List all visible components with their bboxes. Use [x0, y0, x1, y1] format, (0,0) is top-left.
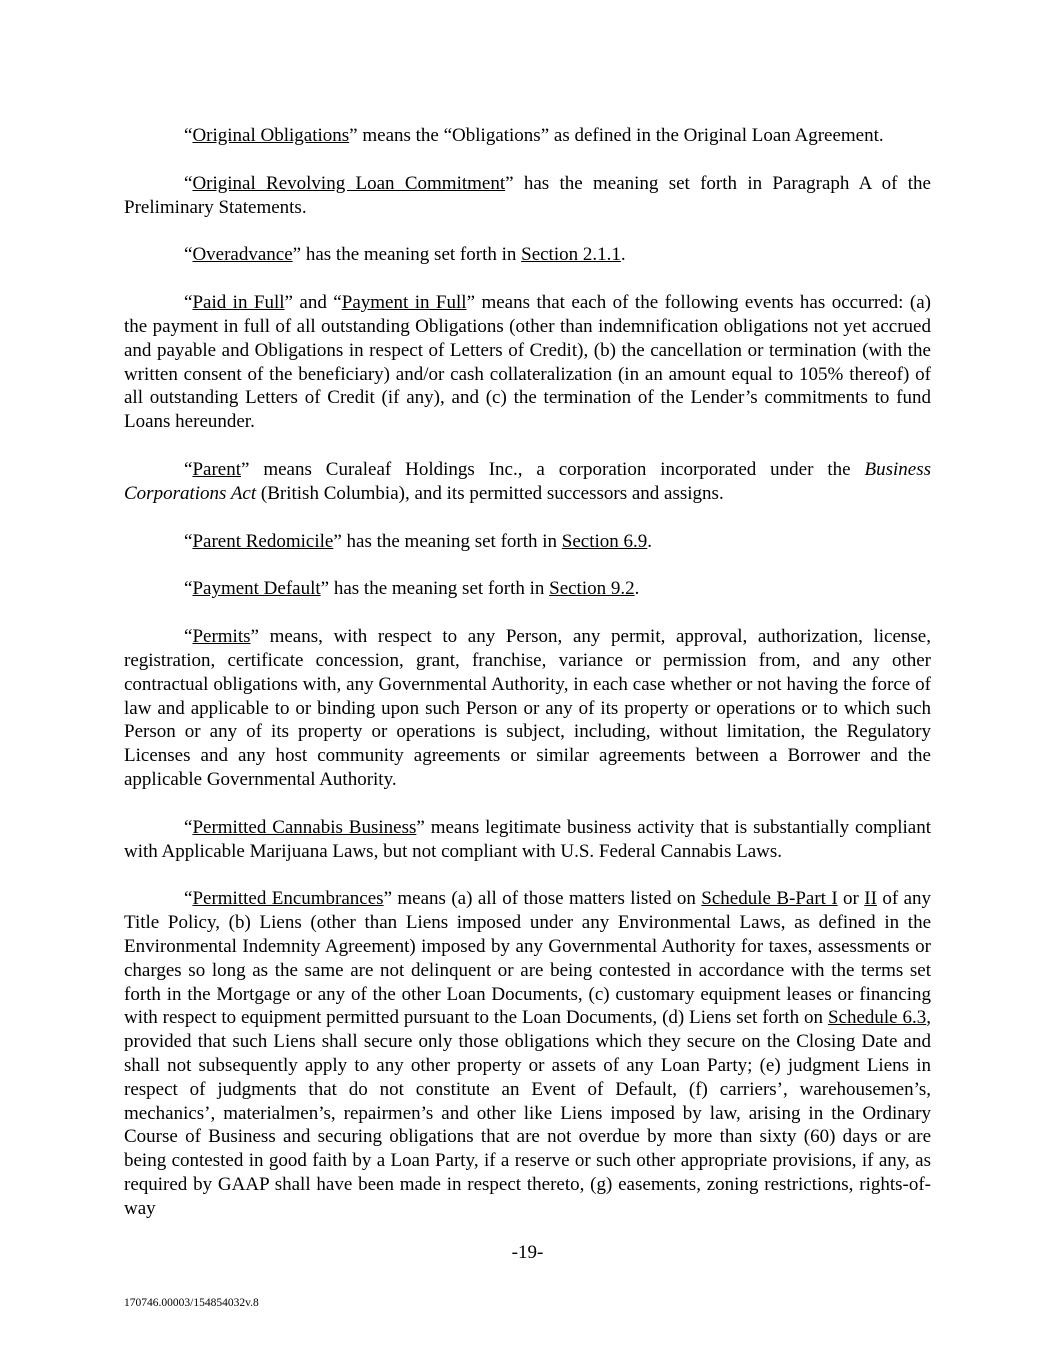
- defined-term: Permits: [192, 626, 251, 648]
- defined-term: Paid in Full: [192, 292, 285, 314]
- section-reference: Section 2.1.1: [521, 244, 621, 266]
- defined-term: Overadvance: [192, 244, 293, 266]
- def-parent: “Parent” means Curaleaf Holdings Inc., a corporation incorporated under the Business Corporations Act (British Columbia), and its permitted successors and assigns.: [124, 458, 931, 504]
- defined-term: Original Revolving Loan Commitment: [192, 172, 506, 194]
- section-reference: Section 6.9: [561, 530, 648, 552]
- defined-term: Permitted Cannabis Business: [192, 816, 417, 838]
- def-permitted-cannabis-business: “Permitted Cannabis Business” means legitimate business activity that is substantially compliant with Applicable Marijuana Laws, but not compliant with U.S. Federal Cannabis Laws.: [124, 816, 932, 862]
- defined-term: Payment Default: [192, 578, 321, 600]
- def-parent-redomicile: “Parent Redomicile” has the meaning set forth in Section 6.9.: [184, 530, 653, 552]
- defined-term: Parent Redomicile: [192, 530, 334, 552]
- def-payment-default: “Payment Default” has the meaning set forth in Section 9.2.: [184, 578, 640, 600]
- schedule-reference: Schedule B-Part I: [701, 888, 838, 910]
- def-overadvance: “Overadvance” has the meaning set forth in Section 2.1.1.: [184, 244, 626, 266]
- defined-term: Parent: [192, 458, 241, 480]
- page-number: -19-: [511, 1242, 544, 1263]
- def-original-revolving-loan-commitment: “Original Revolving Loan Commitment” has the meaning set forth in Paragraph A of the Preliminary Statements.: [124, 172, 931, 218]
- document-id: 170746.00003/154854032v.8: [124, 1297, 259, 1309]
- document-body: [124, 124, 931, 1244]
- def-permits: “Permits” means, with respect to any Person, any permit, approval, authorization, license, registration, certificate concession, grant, franchise, variance or permission from, and any other contractual obligations with, any Governmental Authority, in each case whether or not having the force of law and applicable to or binding upon such Person or any of its property or operations or to which such Person or any of its property or operations is subject, including, without limitation, the Regulatory Licenses and any host community agreements or similar agreements between a Borrower and the applicable Governmental Authority.: [124, 626, 931, 790]
- def-paid-in-full: “Paid in Full” and “Payment in Full” means that each of the following events has occurred: (a) the payment in full of all outstanding Obligations (other than indemnification obligations not yet accrued and payable and Obligations in respect of Letters of Credit), (b) the cancellation or termination (with the written consent of the beneficiary) and/or cash collateralization (in an amount equal to 105% thereof) of all outstanding Letters of Credit (if any), and (c) the termination of the Lender’s commitments to fund Loans hereunder.: [124, 292, 931, 433]
- schedule-reference: II: [864, 888, 877, 910]
- def-permitted-encumbrances: “Permitted Encumbrances” means (a) all of those matters listed on Schedule B-Part I or II of any Title Policy, (b) Liens (other than Liens imposed under any Environmental Laws, as defined in the Environmental Indemnity Agreement) imposed by any Governmental Authority for taxes, assessments or charges so long as the same are not delinquent or are being contested in accordance with the terms set forth in the Mortgage or any of the other Loan Documents, (c) customary equipment leases or financing with respect to equipment permitted pursuant to the Loan Documents, (d) Liens set forth on Schedule 6.3, provided that such Liens shall secure only those obligations which they secure on the Closing Date and shall not subsequently apply to any other property or assets of any Loan Party; (e) judgment Liens in respect of judgments that do not constitute an Event of Default, (f) carriers’, warehousemen’s, mechanics’, materialmen’s, repairmen’s and other like Liens imposed by law, arising in the Ordinary Course of Business and securing obligations that are not overdue by more than sixty (60) days or are being contested in good faith by a Loan Party, if a reserve or such other appropriate provisions, if any, as required by GAAP shall have been made in respect thereto, (g) easements, zoning restrictions, rights-of-way: [124, 888, 932, 1219]
- defined-term: Original Obligations: [192, 125, 350, 146]
- statute-name: Business Corporations Act: [124, 458, 931, 504]
- defined-term: Permitted Encumbrances: [192, 888, 384, 910]
- def-original-obligations: “Original Obligations” means the “Obligations” as defined in the Original Loan Agreement.: [184, 125, 884, 146]
- defined-term: Payment in Full: [341, 292, 467, 314]
- schedule-reference: Schedule 6.3: [827, 1007, 927, 1029]
- section-reference: Section 9.2: [549, 578, 635, 600]
